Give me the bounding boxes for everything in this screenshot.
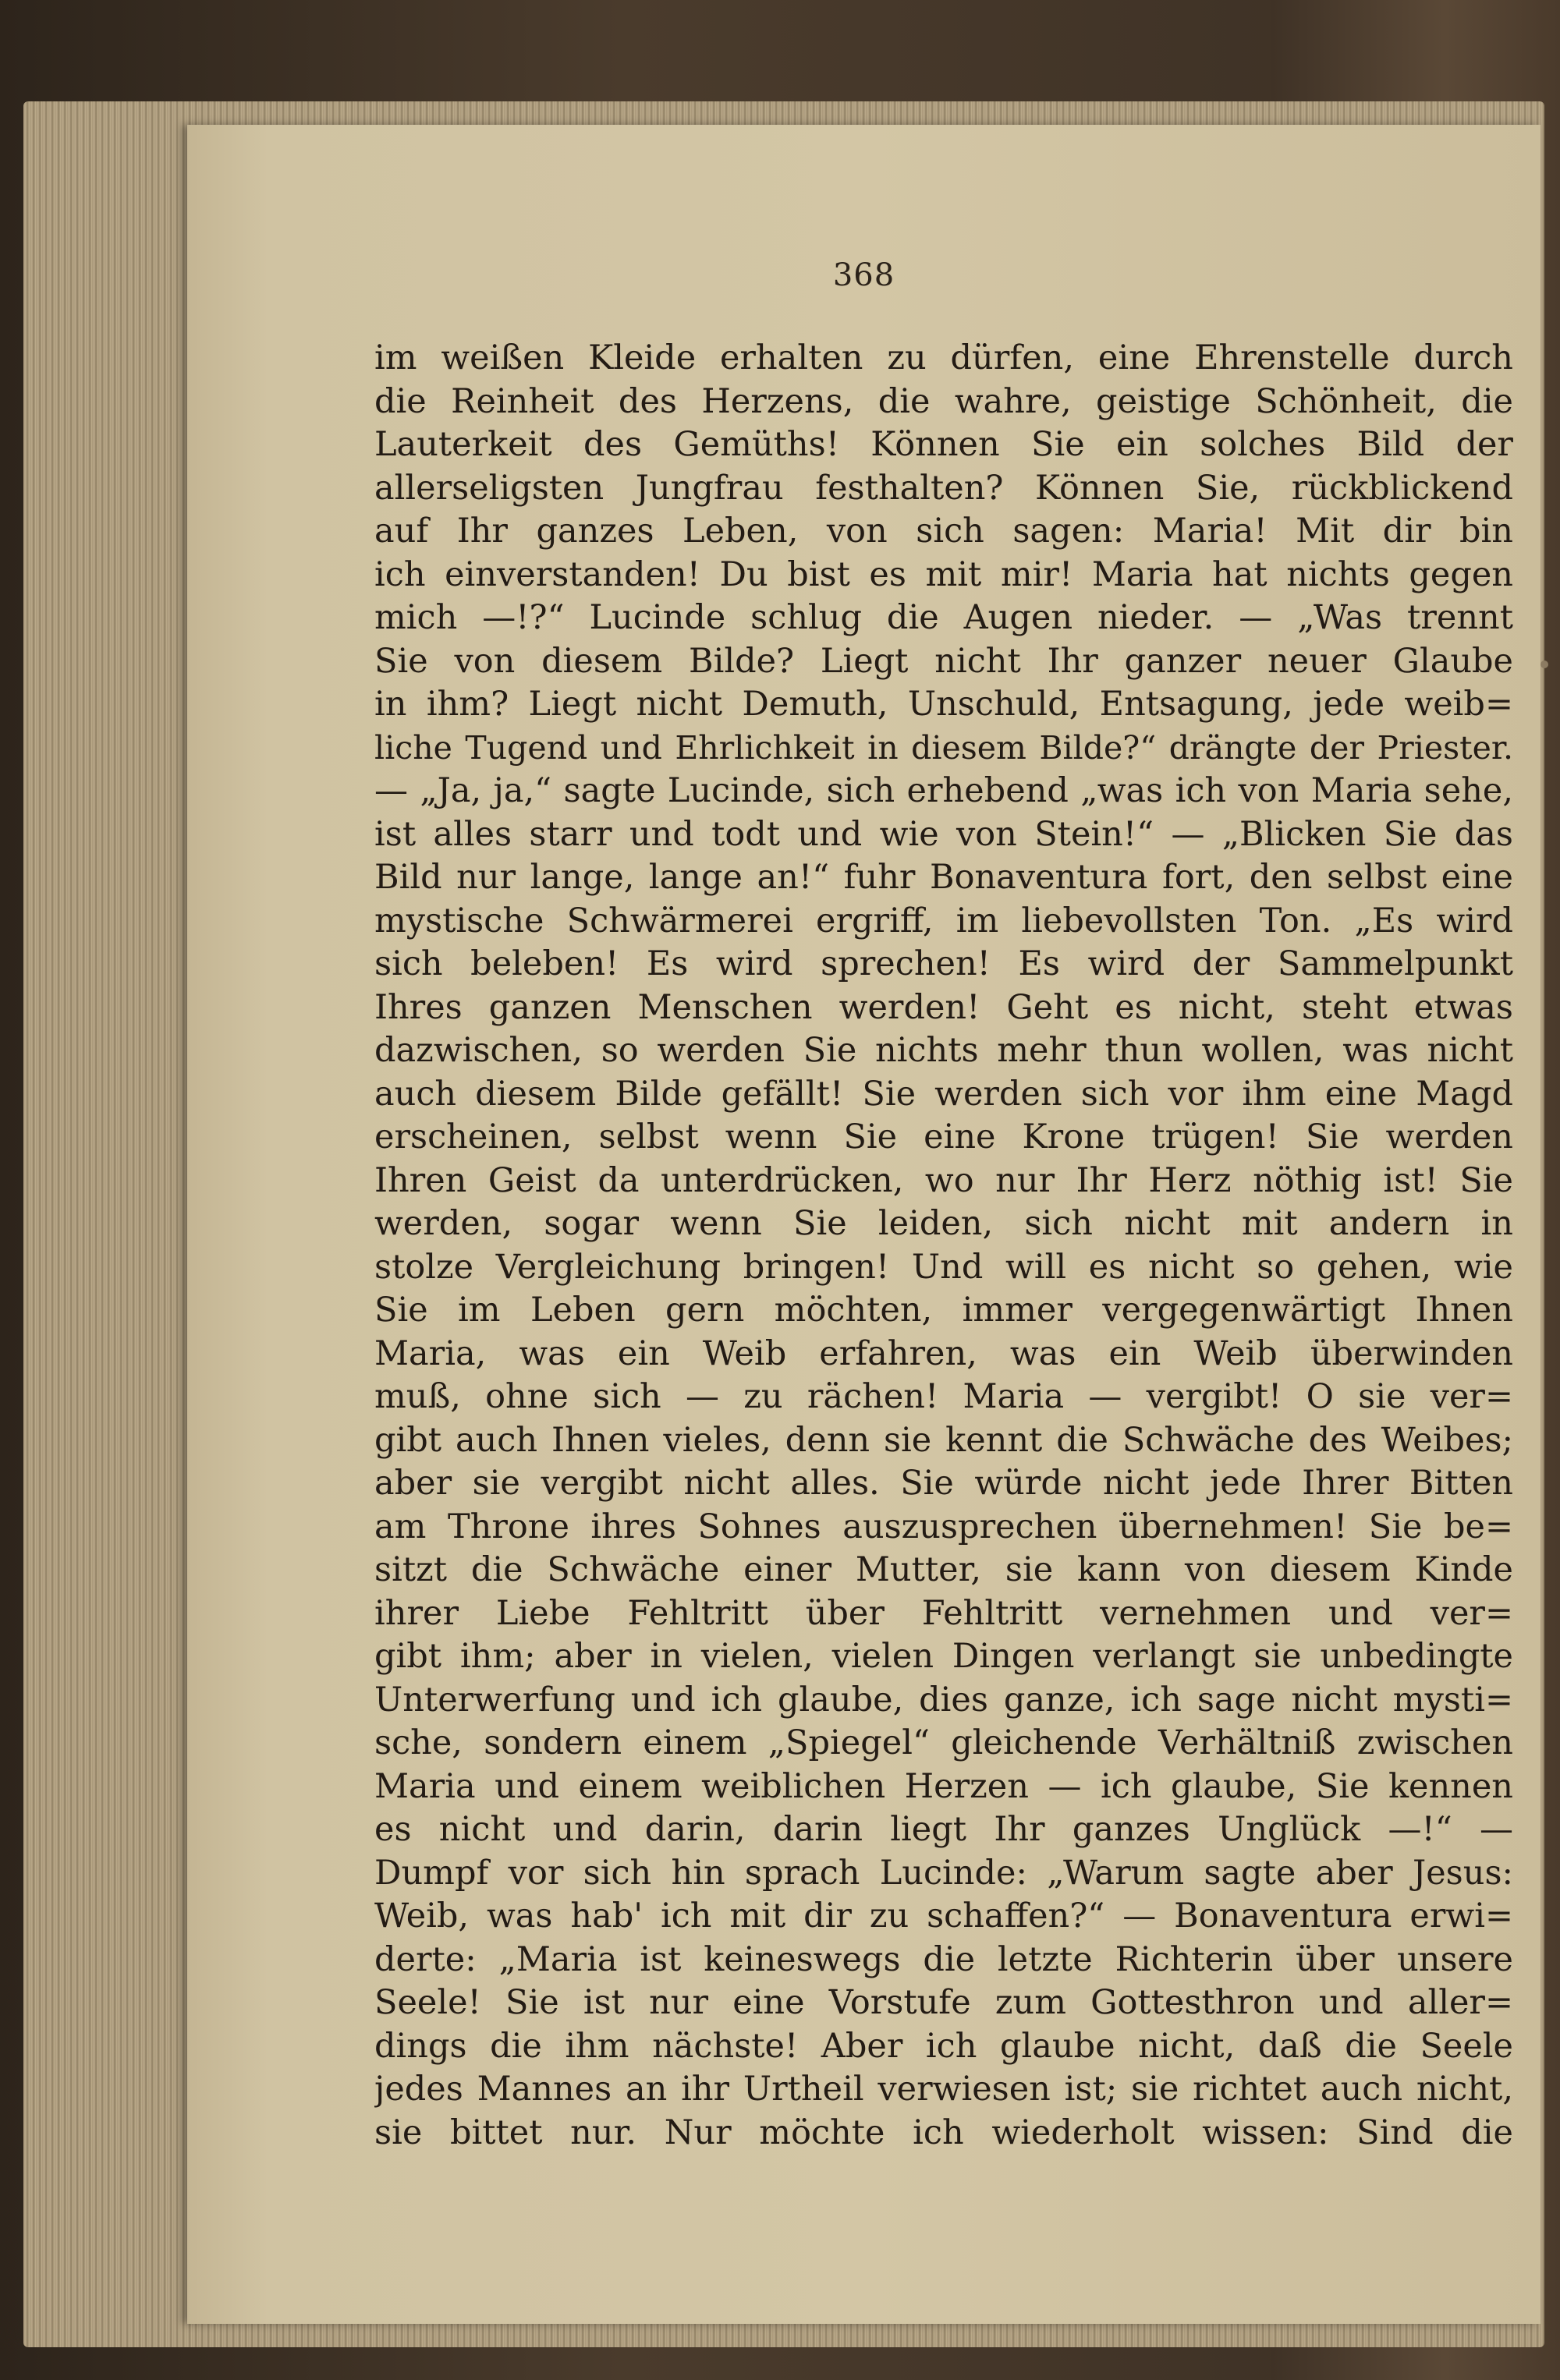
text-line: sche, sondern einem „Spiegel“ gleichende Verhältniß zwischen [374, 1723, 1513, 1762]
text-line: dazwischen, so werden Sie nichts mehr thun wollen, was nicht [374, 1031, 1513, 1070]
text-line: dings die ihm nächste! Aber ich glaube nicht, daß die Seele [374, 2026, 1513, 2066]
text-line: Sie im Leben gern möchten, immer vergegenwärtigt Ihnen [374, 1291, 1513, 1330]
text-line: sie bittet nur. Nur möchte ich wiederholt wissen: Sind die [374, 2113, 1513, 2152]
text-line: Seele! Sie ist nur eine Vorstufe zum Gottesthron und aller= [374, 1983, 1513, 2022]
text-line: jedes Mannes an ihr Urtheil verwiesen ist; sie richtet auch nicht, [374, 2070, 1513, 2109]
text-line: ist alles starr und todt und wie von Stein!“ — „Blicken Sie das [374, 814, 1513, 854]
text-line: Ihres ganzen Menschen werden! Geht es nicht, steht etwas [374, 987, 1513, 1027]
text-line: am Throne ihres Sohnes auszusprechen übernehmen! Sie be= [374, 1507, 1513, 1546]
text-line: erscheinen, selbst wenn Sie eine Krone trügen! Sie werden [374, 1117, 1513, 1156]
text-line: stolze Vergleichung bringen! Und will es nicht so gehen, wie [374, 1247, 1513, 1287]
text-line: werden, sogar wenn Sie leiden, sich nicht mit andern in [374, 1204, 1513, 1243]
text-line: Unterwerfung und ich glaube, dies ganze, ich sage nicht mysti= [374, 1680, 1513, 1719]
text-line: Lauterkeit des Gemüths! Können Sie ein solches Bild der [374, 425, 1513, 464]
text-line: Dumpf vor sich hin sprach Lucinde: „Warum sagte aber Jesus: [374, 1853, 1513, 1893]
text-line: es nicht und darin, darin liegt Ihr ganzes Unglück —!“ — [374, 1810, 1513, 1849]
text-line: gibt auch Ihnen vieles, denn sie kennt die Schwäche des Weibes; [374, 1420, 1513, 1460]
text-line: allerseligsten Jungfrau festhalten? Können Sie, rückblickend [374, 468, 1513, 508]
text-line: derte: „Maria ist keineswegs die letzte Richterin über unsere [374, 1939, 1513, 1979]
text-line: die Reinheit des Herzens, die wahre, geistige Schönheit, die [374, 381, 1513, 421]
text-line: mich —!?“ Lucinde schlug die Augen nieder. — „Was trennt [374, 598, 1513, 637]
text-line: muß, ohne sich — zu rächen! Maria — vergibt! O sie ver= [374, 1377, 1513, 1416]
text-line: — „Ja, ja,“ sagte Lucinde, sich erhebend „was ich von Maria sehe, [374, 771, 1513, 810]
text-line: liche Tugend und Ehrlichkeit in diesem Bilde?“ drängte der Priester. [374, 728, 1513, 767]
text-line: gibt ihm; aber in vielen, vielen Dingen verlangt sie unbedingte [374, 1637, 1513, 1676]
text-line: sitzt die Schwäche einer Mutter, sie kann von diesem Kinde [374, 1550, 1513, 1589]
page-edge-mark [1540, 661, 1548, 668]
text-line: mystische Schwärmerei ergriff, im liebevollsten Ton. „Es wird [374, 901, 1513, 940]
text-line: Ihren Geist da unterdrücken, wo nur Ihr Herz nöthig ist! Sie [374, 1160, 1513, 1200]
text-line: sich beleben! Es wird sprechen! Es wird der Sammelpunkt [374, 944, 1513, 983]
body-text [374, 337, 1513, 2155]
page-number: 368 [832, 257, 895, 293]
text-line: auch diesem Bilde gefällt! Sie werden sich vor ihm eine Magd [374, 1074, 1513, 1114]
book-page [187, 125, 1540, 2324]
text-line: in ihm? Liegt nicht Demuth, Unschuld, Entsagung, jede weib= [374, 685, 1513, 724]
text-line: ich einverstanden! Du bist es mit mir! Maria hat nichts gegen [374, 554, 1513, 594]
text-line: auf Ihr ganzes Leben, von sich sagen: Maria! Mit dir bin [374, 512, 1513, 551]
text-line: im weißen Kleide erhalten zu dürfen, eine Ehrenstelle durch [374, 338, 1513, 377]
text-line: Bild nur lange, lange an!“ fuhr Bonaventura fort, den selbst eine [374, 858, 1513, 897]
text-line: ihrer Liebe Fehltritt über Fehltritt vernehmen und ver= [374, 1593, 1513, 1633]
text-line: Sie von diesem Bilde? Liegt nicht Ihr ganzer neuer Glaube [374, 641, 1513, 681]
text-line: Maria und einem weiblichen Herzen — ich glaube, Sie kennen [374, 1766, 1513, 1806]
text-line: Maria, was ein Weib erfahren, was ein Weib überwinden [374, 1333, 1513, 1373]
text-line: aber sie vergibt nicht alles. Sie würde nicht jede Ihrer Bitten [374, 1464, 1513, 1503]
text-line: Weib, was hab' ich mit dir zu schaffen?“ — Bonaventura erwi= [374, 1897, 1513, 1936]
